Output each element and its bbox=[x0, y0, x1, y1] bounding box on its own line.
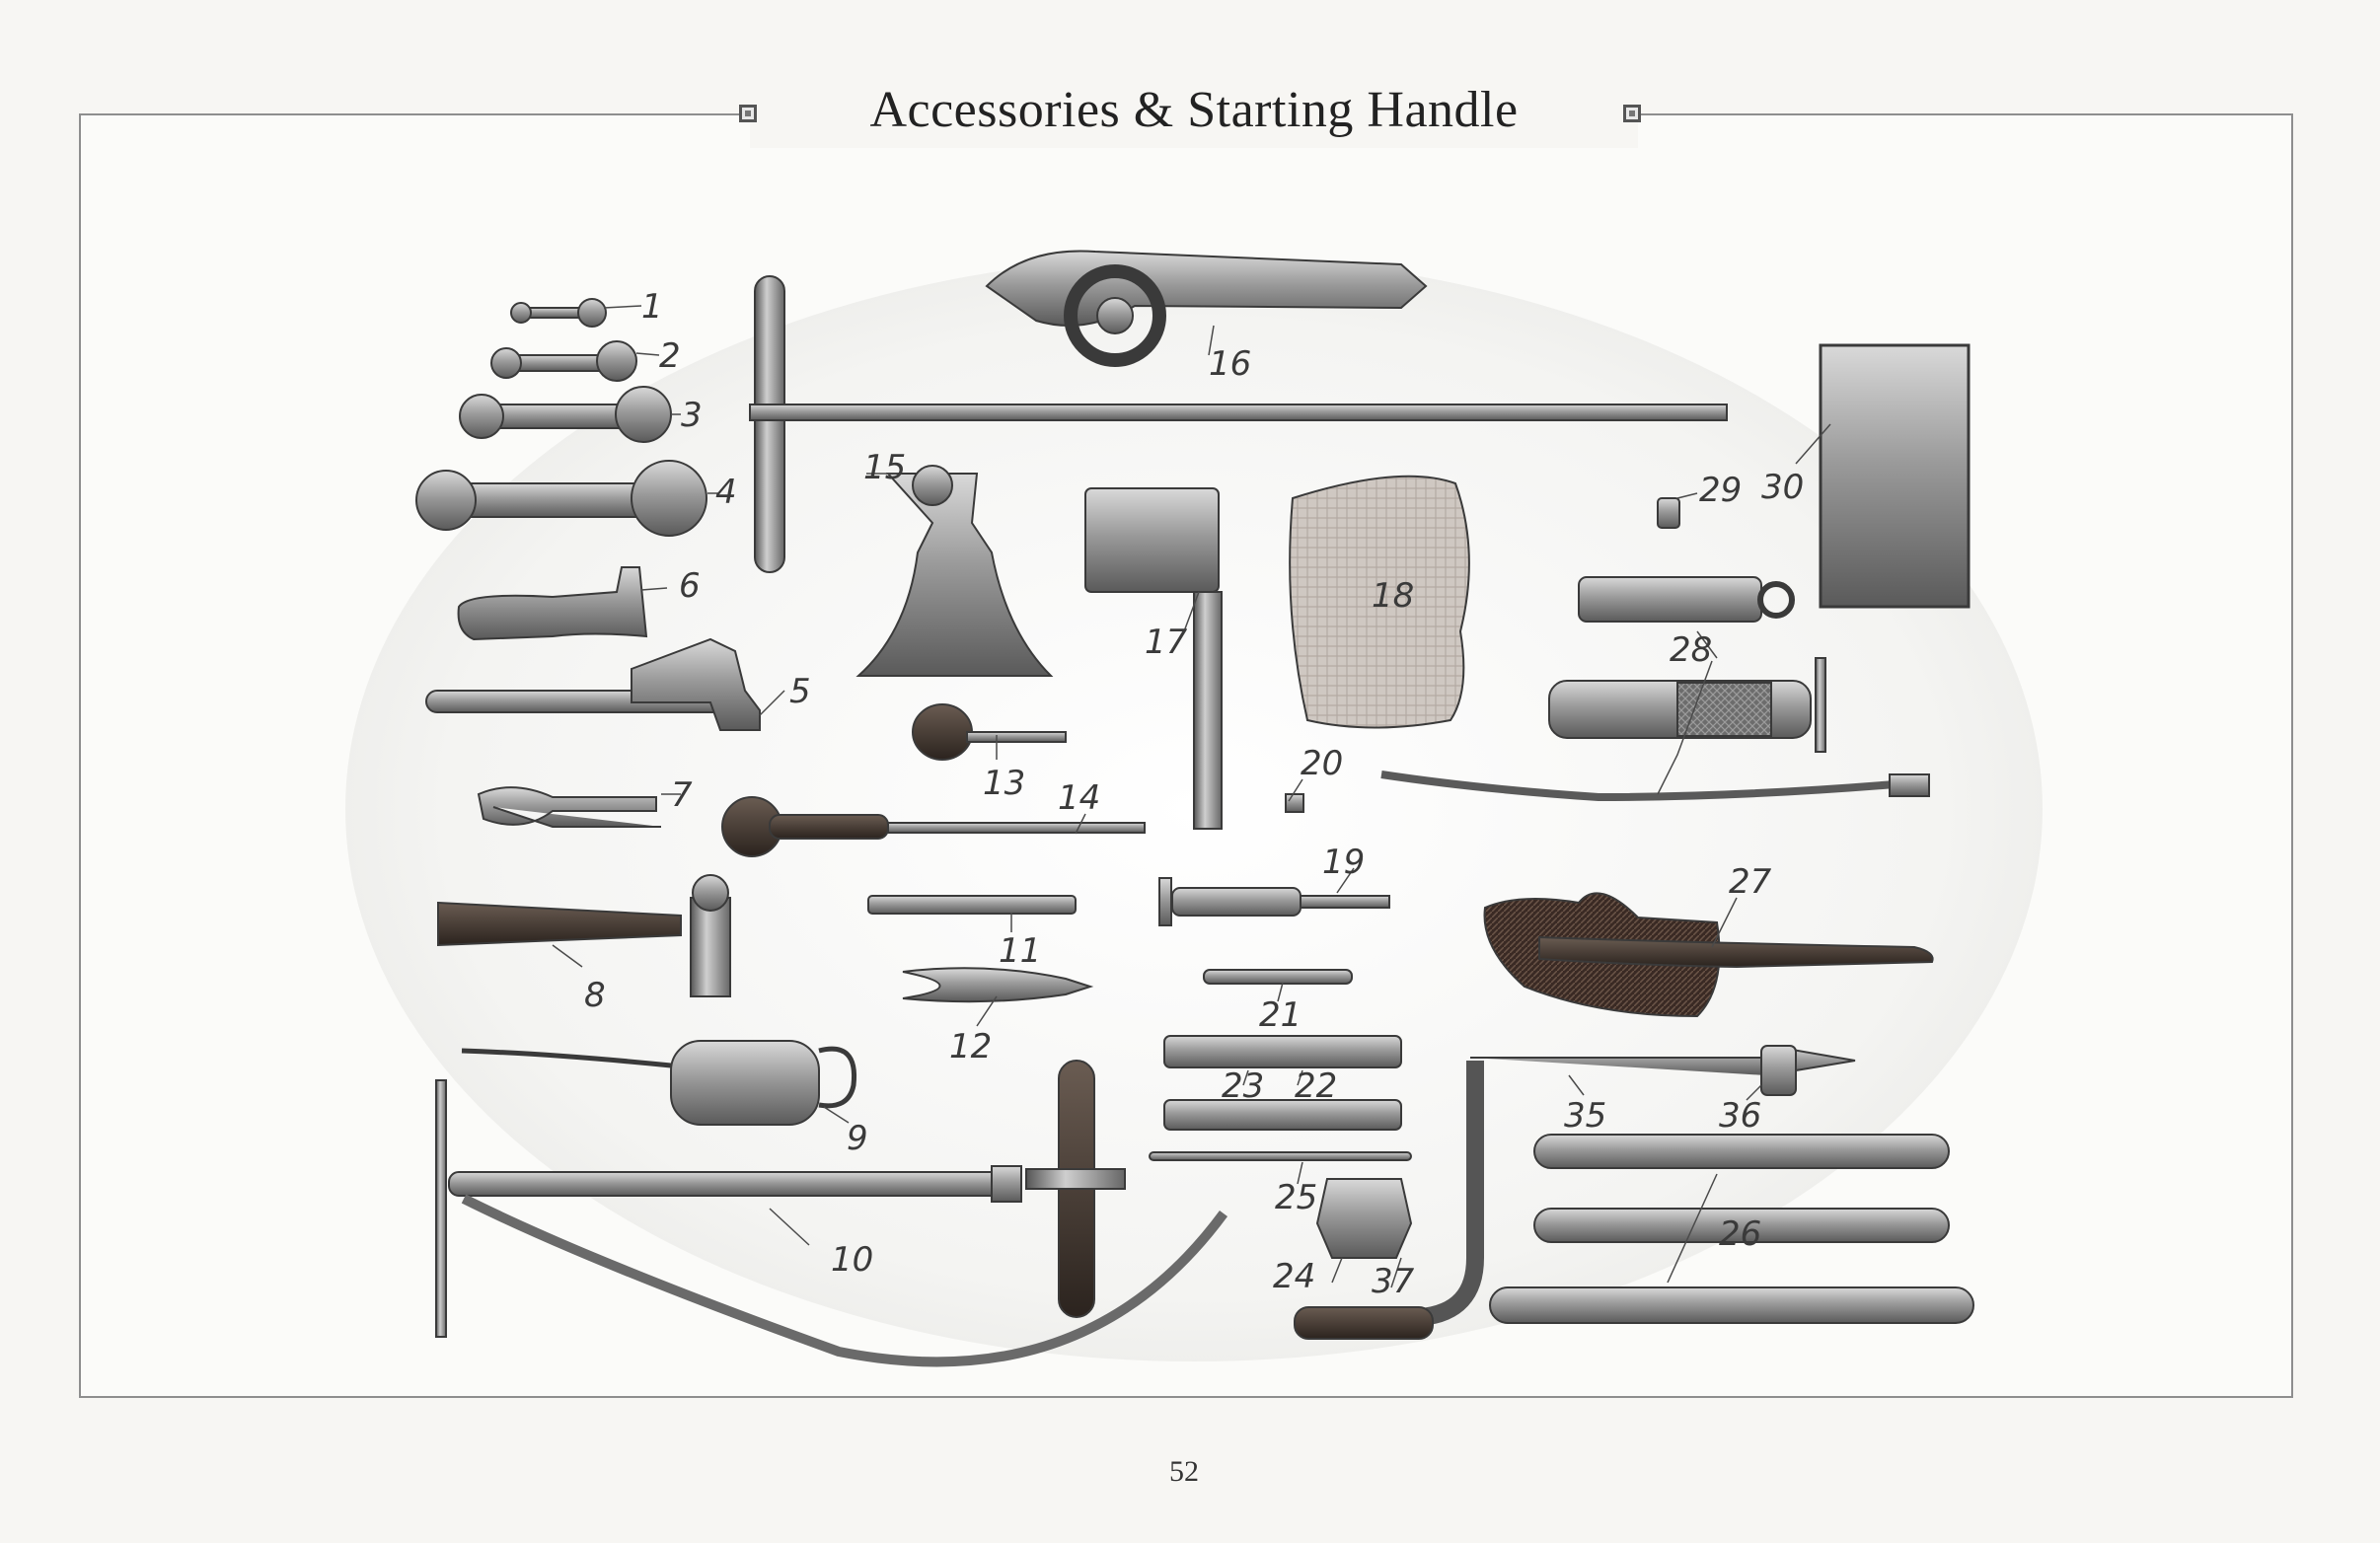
callout-17: 17 bbox=[1145, 623, 1188, 662]
pin-icon bbox=[1150, 1152, 1411, 1160]
callout-29: 29 bbox=[1699, 471, 1743, 510]
callout-14: 14 bbox=[1058, 778, 1101, 818]
page-number: 52 bbox=[1169, 1455, 1199, 1488]
callout-3: 3 bbox=[681, 396, 703, 435]
callout-10: 10 bbox=[831, 1240, 874, 1280]
callout-25: 25 bbox=[1275, 1178, 1318, 1217]
callout-8: 8 bbox=[584, 976, 606, 1015]
valve-cap-icon bbox=[1286, 794, 1303, 812]
callout-36: 36 bbox=[1719, 1096, 1762, 1136]
callout-15: 15 bbox=[863, 448, 907, 487]
socket-icon bbox=[1317, 1179, 1411, 1258]
callout-30: 30 bbox=[1761, 468, 1805, 507]
box-spanner-small-icon bbox=[1164, 1100, 1401, 1130]
callout-37: 37 bbox=[1372, 1262, 1415, 1301]
callout-21: 21 bbox=[1259, 995, 1302, 1035]
callout-4: 4 bbox=[715, 473, 737, 512]
callout-6: 6 bbox=[679, 566, 701, 606]
tommy-bar-icon bbox=[1204, 970, 1352, 984]
callout-20: 20 bbox=[1301, 744, 1344, 783]
callout-5: 5 bbox=[789, 672, 811, 711]
callout-28: 28 bbox=[1670, 630, 1713, 670]
callout-19: 19 bbox=[1322, 843, 1366, 882]
callout-12: 12 bbox=[949, 1027, 993, 1066]
page-title: Accessories & Starting Handle bbox=[869, 82, 1519, 138]
callout-23: 23 bbox=[1222, 1066, 1265, 1106]
number-plate-icon bbox=[1821, 345, 1969, 607]
callout-24: 24 bbox=[1273, 1257, 1316, 1296]
grease-nipple-icon bbox=[1658, 498, 1679, 528]
callout-11: 11 bbox=[999, 931, 1042, 971]
callout-13: 13 bbox=[983, 764, 1026, 803]
callout-1: 1 bbox=[641, 287, 663, 327]
box-spanner-icon bbox=[1164, 1036, 1401, 1067]
callout-22: 22 bbox=[1295, 1066, 1338, 1106]
callout-26: 26 bbox=[1719, 1214, 1762, 1254]
callout-18: 18 bbox=[1372, 576, 1415, 616]
callout-7: 7 bbox=[671, 775, 693, 815]
callout-16: 16 bbox=[1209, 344, 1252, 384]
callout-27: 27 bbox=[1729, 862, 1772, 902]
chisel-icon bbox=[868, 896, 1076, 914]
callout-9: 9 bbox=[847, 1119, 868, 1158]
callout-2: 2 bbox=[659, 336, 681, 376]
spanner-icon bbox=[416, 299, 707, 536]
callout-35: 35 bbox=[1564, 1096, 1607, 1136]
